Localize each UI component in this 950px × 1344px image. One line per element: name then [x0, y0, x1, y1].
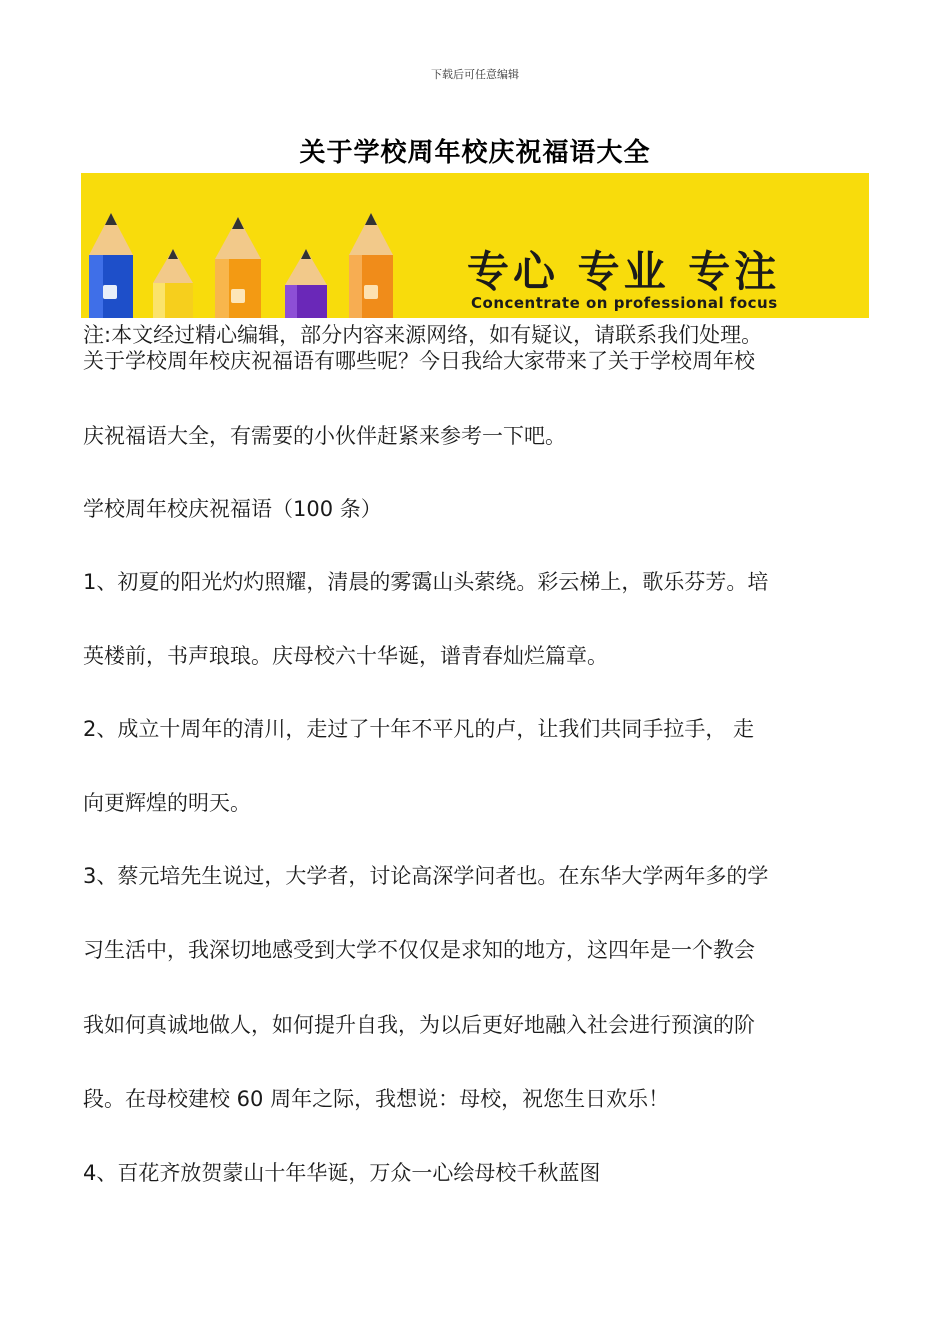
header-note: 下载后可任意编辑	[431, 68, 519, 81]
body-line: 段。在母校建校 60 周年之际，我想说：母校，祝您生日欢乐！	[83, 1087, 670, 1111]
body-line: 我如何真诚地做人，如何提升自我，为以后更好地融入社会进行预演的阶	[83, 1013, 755, 1037]
pencil-orange-icon	[215, 217, 261, 318]
page-title: 关于学校周年校庆祝福语大全	[299, 138, 651, 168]
body-line: 1、初夏的阳光灼灼照耀，清晨的雾霭山头萦绕。彩云梯上，歌乐芬芳。培	[83, 570, 769, 594]
pencil-blue-icon	[89, 213, 133, 318]
pencil-orange-icon	[349, 213, 393, 318]
body-line: 2、成立十周年的清川，走过了十年不平凡的卢，让我们共同手拉手， 走	[83, 717, 755, 741]
section-heading: 学校周年校庆祝福语（100 条）	[83, 497, 382, 521]
banner-image	[81, 173, 869, 318]
banner-subtitle: Concentrate on professional focus	[471, 294, 778, 312]
body-line: 英楼前，书声琅琅。庆母校六十华诞，谱青春灿烂篇章。	[83, 644, 608, 668]
body-line: 3、蔡元培先生说过，大学者，讨论高深学问者也。在东华大学两年多的学	[83, 864, 769, 888]
body-line: 庆祝福语大全，有需要的小伙伴赶紧来参考一下吧。	[83, 424, 566, 448]
body-line: 向更辉煌的明天。	[83, 791, 251, 815]
body-line: 注:本文经过精心编辑，部分内容来源网络，如有疑议，请联系我们处理。	[83, 323, 763, 347]
pencil-yellow-icon	[153, 249, 193, 318]
body-line: 关于学校周年校庆祝福语有哪些呢？今日我给大家带来了关于学校周年校	[83, 349, 755, 373]
body-line: 4、百花齐放贺蒙山十年华诞，万众一心绘母校千秋蓝图	[83, 1161, 601, 1185]
body-line: 习生活中，我深切地感受到大学不仅仅是求知的地方，这四年是一个教会	[83, 938, 755, 962]
banner-slogan: 专心 专业 专注	[467, 247, 781, 296]
pencil-purple-icon	[285, 249, 327, 318]
